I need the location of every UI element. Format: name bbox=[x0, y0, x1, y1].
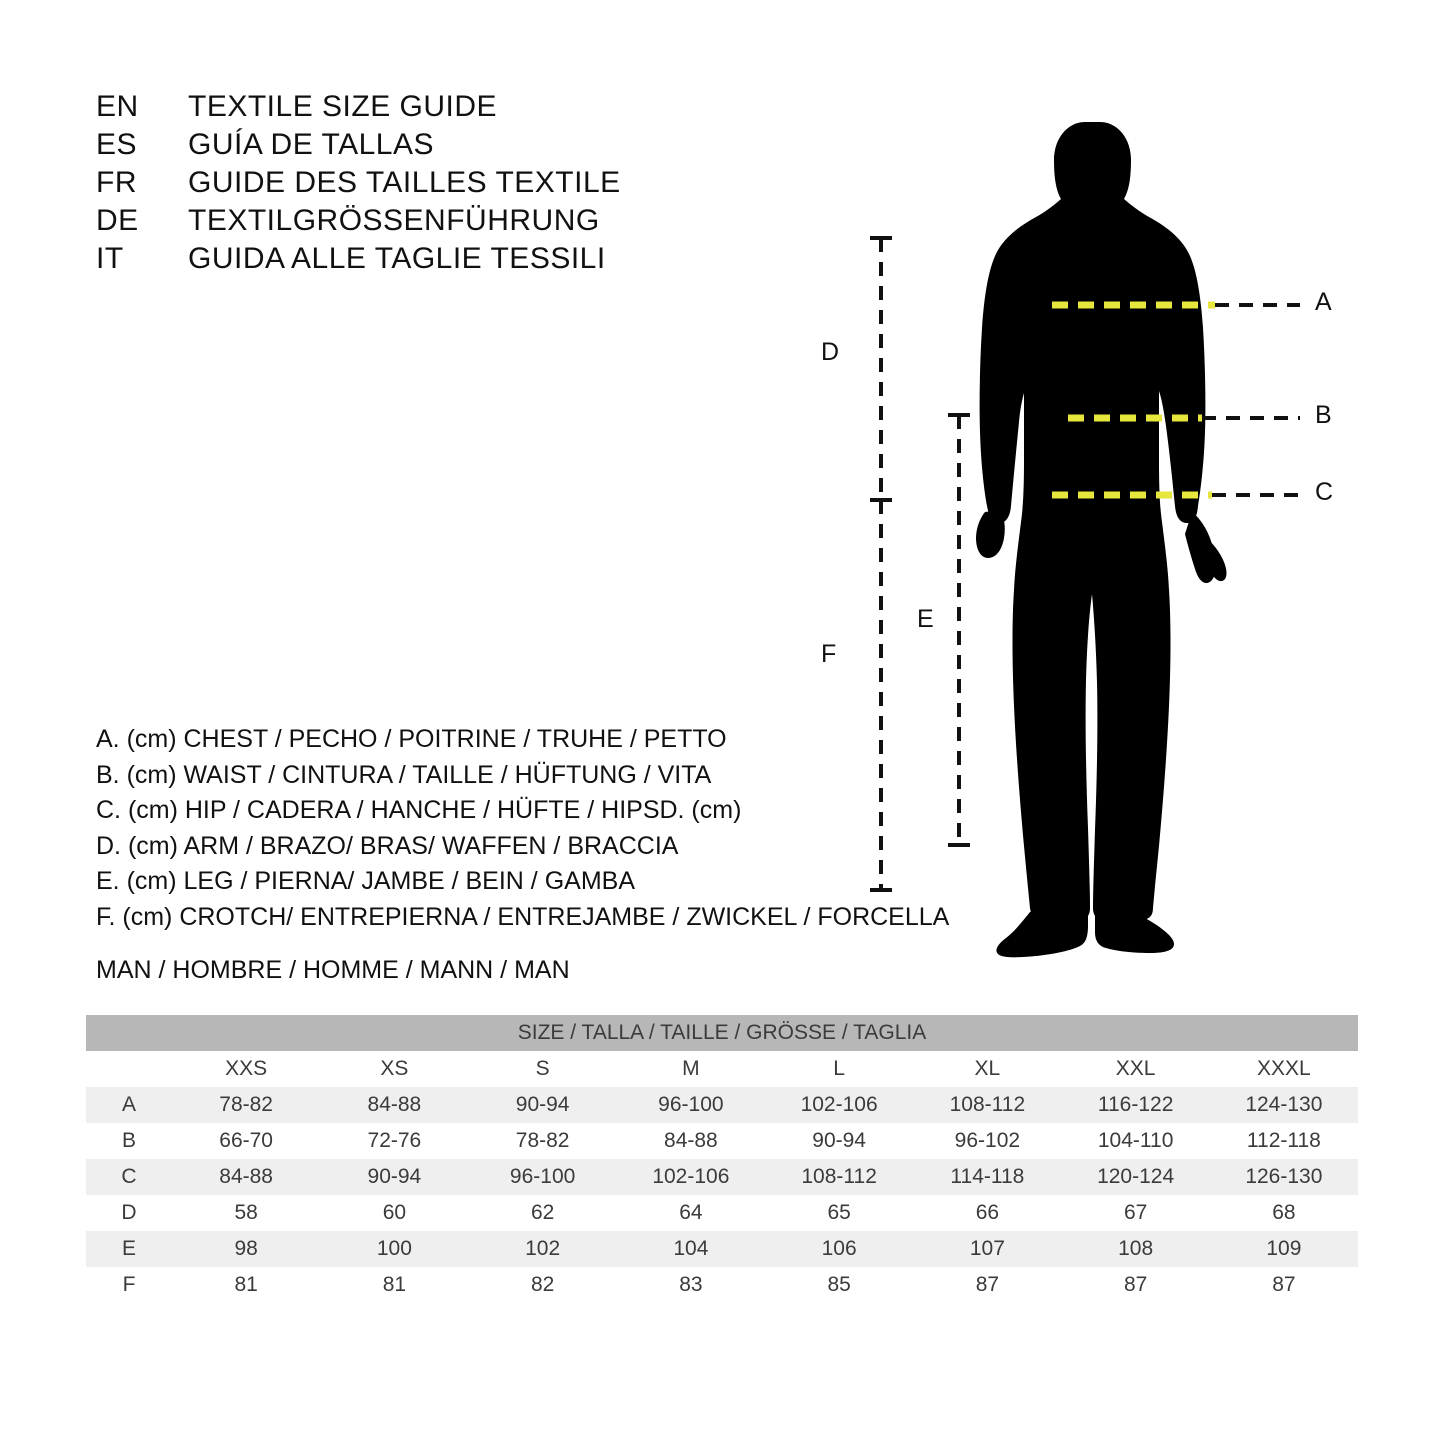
cell-e-m: 104 bbox=[617, 1231, 765, 1267]
title-row-de bbox=[96, 202, 796, 240]
man-silhouette-shape bbox=[976, 122, 1226, 957]
cell-a-l: 102-106 bbox=[765, 1087, 913, 1123]
cell-b-xxxl: 112-118 bbox=[1210, 1123, 1358, 1159]
table-header-label: SIZE / TALLA / TAILLE / GRÖSSE / TAGLIA bbox=[86, 1015, 1358, 1051]
mark-label-b: B bbox=[1315, 401, 1332, 429]
cell-f-xxs: 81 bbox=[172, 1267, 320, 1303]
cell-b-xs: 72-76 bbox=[320, 1123, 468, 1159]
title-text-en: TEXTILE SIZE GUIDE bbox=[188, 90, 498, 123]
cell-d-xxxl: 68 bbox=[1210, 1195, 1358, 1231]
title-text-de: TEXTILGRÖSSENFÜHRUNG bbox=[188, 204, 600, 237]
legend-item-a: A. (cm) CHEST / PECHO / POITRINE / TRUHE / PETTO bbox=[96, 725, 727, 753]
cell-d-l: 65 bbox=[765, 1195, 913, 1231]
col-head-l: L bbox=[765, 1051, 913, 1087]
title-text-fr: GUIDE DES TAILLES TEXTILE bbox=[188, 166, 621, 199]
cell-b-xxl: 104-110 bbox=[1062, 1123, 1210, 1159]
cell-f-xxxl: 87 bbox=[1210, 1267, 1358, 1303]
col-head-m: M bbox=[617, 1051, 765, 1087]
table-row bbox=[86, 1231, 1358, 1267]
cell-e-xxl: 108 bbox=[1062, 1231, 1210, 1267]
title-lang-es: ES bbox=[96, 128, 138, 161]
body-diagram bbox=[821, 60, 1400, 960]
col-head-xl: XL bbox=[913, 1051, 1061, 1087]
cell-c-l: 108-112 bbox=[765, 1159, 913, 1195]
size-table bbox=[86, 1015, 1358, 1303]
cell-f-xxl: 87 bbox=[1062, 1267, 1210, 1303]
row-label-a: A bbox=[86, 1087, 172, 1123]
title-text-it: GUIDA ALLE TAGLIE TESSILI bbox=[188, 242, 606, 275]
cell-e-xs: 100 bbox=[320, 1231, 468, 1267]
cell-a-xxxl: 124-130 bbox=[1210, 1087, 1358, 1123]
cell-c-xs: 90-94 bbox=[320, 1159, 468, 1195]
table-header-row bbox=[86, 1015, 1358, 1051]
gender-label: MAN / HOMBRE / HOMME / MANN / MAN bbox=[96, 956, 570, 984]
cell-c-xxs: 84-88 bbox=[172, 1159, 320, 1195]
row-label-d: D bbox=[86, 1195, 172, 1231]
title-lang-fr: FR bbox=[96, 166, 137, 199]
cell-d-s: 62 bbox=[469, 1195, 617, 1231]
title-text-es: GUÍA DE TALLAS bbox=[188, 128, 434, 161]
cell-d-xl: 66 bbox=[913, 1195, 1061, 1231]
cell-e-l: 106 bbox=[765, 1231, 913, 1267]
title-row-it bbox=[96, 240, 796, 278]
legend-item-e: E. (cm) LEG / PIERNA/ JAMBE / BEIN / GAMBA bbox=[96, 867, 635, 895]
legend-item-d: D. (cm) ARM / BRAZO/ BRAS/ WAFFEN / BRACCIA bbox=[96, 831, 679, 860]
cell-b-s: 78-82 bbox=[469, 1123, 617, 1159]
mark-label-a: A bbox=[1315, 288, 1332, 316]
cell-a-xs: 84-88 bbox=[320, 1087, 468, 1123]
table-row bbox=[86, 1267, 1358, 1303]
title-row-en bbox=[96, 88, 796, 126]
cell-b-l: 90-94 bbox=[765, 1123, 913, 1159]
cell-d-m: 64 bbox=[617, 1195, 765, 1231]
title-lang-it: IT bbox=[96, 242, 124, 275]
row-label-c: C bbox=[86, 1159, 172, 1195]
title-block bbox=[96, 88, 796, 278]
cell-d-xs: 60 bbox=[320, 1195, 468, 1231]
col-head-s: S bbox=[469, 1051, 617, 1087]
cell-a-s: 90-94 bbox=[469, 1087, 617, 1123]
cell-b-m: 84-88 bbox=[617, 1123, 765, 1159]
table-row bbox=[86, 1087, 1358, 1123]
col-head-empty bbox=[86, 1051, 172, 1087]
cell-a-xl: 108-112 bbox=[913, 1087, 1061, 1123]
cell-c-xxl: 120-124 bbox=[1062, 1159, 1210, 1195]
cell-c-xl: 114-118 bbox=[913, 1159, 1061, 1195]
table-row bbox=[86, 1195, 1358, 1231]
title-row-fr bbox=[96, 164, 796, 202]
cell-b-xxs: 66-70 bbox=[172, 1123, 320, 1159]
cell-c-m: 102-106 bbox=[617, 1159, 765, 1195]
cell-b-xl: 96-102 bbox=[913, 1123, 1061, 1159]
row-label-b: B bbox=[86, 1123, 172, 1159]
cell-f-l: 85 bbox=[765, 1267, 913, 1303]
col-head-xxxl: XXXL bbox=[1210, 1051, 1358, 1087]
col-head-xxs: XXS bbox=[172, 1051, 320, 1087]
table-column-row bbox=[86, 1051, 1358, 1087]
row-label-e: E bbox=[86, 1231, 172, 1267]
silhouette-svg bbox=[840, 60, 1400, 960]
cell-e-xxs: 98 bbox=[172, 1231, 320, 1267]
cell-e-xl: 107 bbox=[913, 1231, 1061, 1267]
cell-f-s: 82 bbox=[469, 1267, 617, 1303]
row-label-f: F bbox=[86, 1267, 172, 1303]
cell-c-s: 96-100 bbox=[469, 1159, 617, 1195]
cell-f-xs: 81 bbox=[320, 1267, 468, 1303]
title-row-es bbox=[96, 126, 796, 164]
cell-a-xxl: 116-122 bbox=[1062, 1087, 1210, 1123]
mark-label-f: F bbox=[821, 640, 837, 668]
measurement-legend bbox=[96, 722, 950, 935]
table-row bbox=[86, 1123, 1358, 1159]
legend-item-b: B. (cm) WAIST / CINTURA / TAILLE / HÜFTUNG / VITA bbox=[96, 760, 712, 789]
legend-item-f: F. (cm) CROTCH/ ENTREPIERNA / ENTREJAMBE / ZWICKEL / FORCELLA bbox=[96, 902, 950, 931]
size-table-wrap bbox=[86, 1015, 1358, 1303]
mark-label-c: C bbox=[1315, 478, 1334, 506]
cell-e-xxxl: 109 bbox=[1210, 1231, 1358, 1267]
table-row bbox=[86, 1159, 1358, 1195]
mark-label-d: D bbox=[821, 338, 840, 366]
cell-f-xl: 87 bbox=[913, 1267, 1061, 1303]
cell-e-s: 102 bbox=[469, 1231, 617, 1267]
legend-item-c: C. (cm) HIP / CADERA / HANCHE / HÜFTE / HIPSD. (cm) bbox=[96, 796, 742, 824]
cell-a-m: 96-100 bbox=[617, 1087, 765, 1123]
title-lang-de: DE bbox=[96, 204, 139, 237]
cell-a-xxs: 78-82 bbox=[172, 1087, 320, 1123]
cell-d-xxs: 58 bbox=[172, 1195, 320, 1231]
title-lang-en: EN bbox=[96, 90, 139, 123]
cell-d-xxl: 67 bbox=[1062, 1195, 1210, 1231]
col-head-xxl: XXL bbox=[1062, 1051, 1210, 1087]
mark-label-e: E bbox=[917, 605, 934, 633]
cell-f-m: 83 bbox=[617, 1267, 765, 1303]
cell-c-xxxl: 126-130 bbox=[1210, 1159, 1358, 1195]
col-head-xs: XS bbox=[320, 1051, 468, 1087]
